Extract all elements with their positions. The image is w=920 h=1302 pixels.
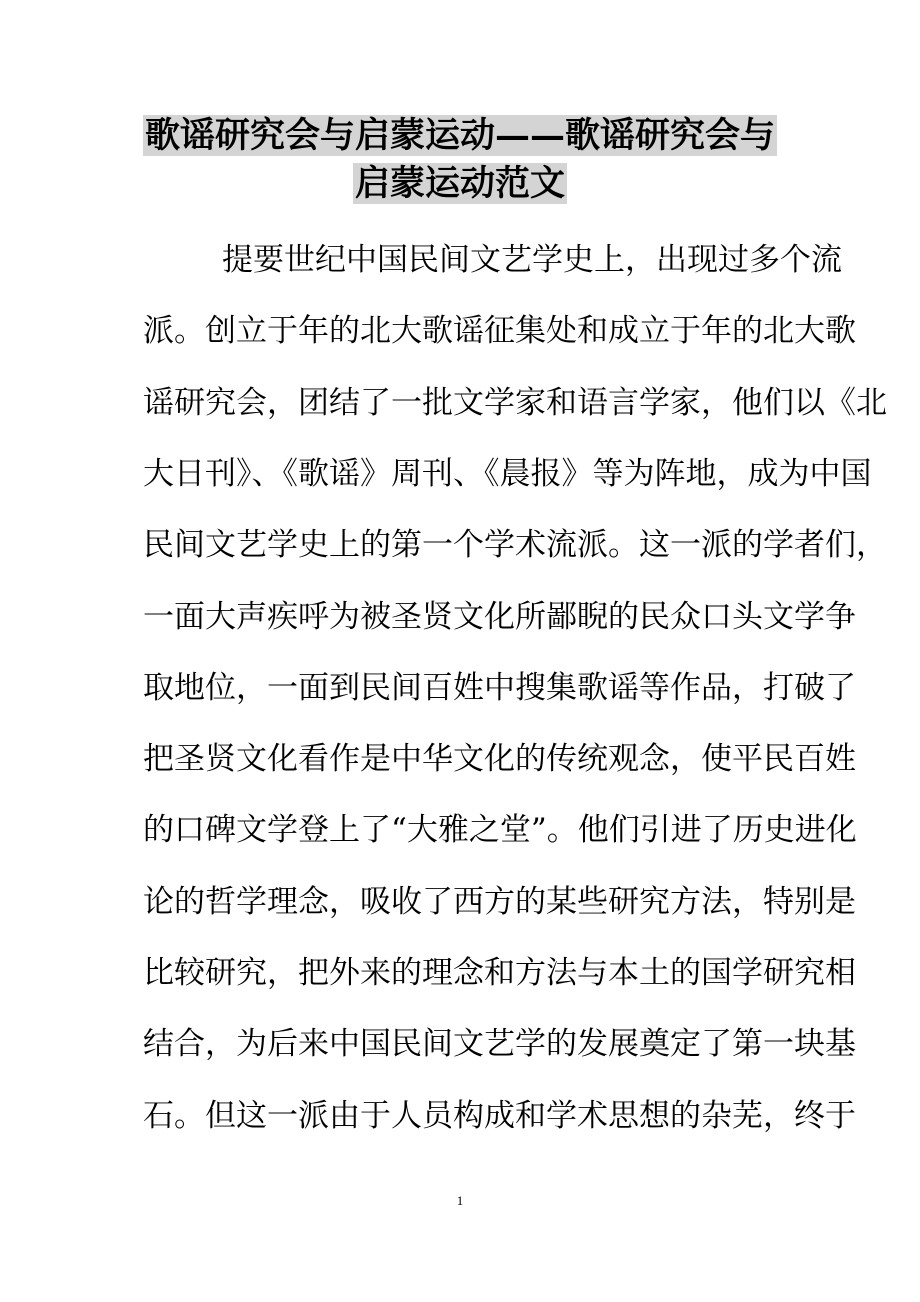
title-text: 启蒙运动范文 <box>354 163 565 204</box>
paragraph-line: 结合，为后来中国民间文艺学的发展奠定了第一块基 <box>143 1026 856 1063</box>
paragraph-line: 石。但这一派由于人员构成和学术思想的杂芜，终于 <box>143 1097 856 1134</box>
paragraph-line: 论的哲学理念，吸收了西方的某些研究方法，特别是 <box>143 883 856 920</box>
paragraph-line: 谣研究会，团结了一批文学家和语言学家，他们以《北 <box>143 384 887 421</box>
document-title-line-1 <box>0 113 920 159</box>
paragraph-line: 一面大声疾呼为被圣贤文化所鄙睨的民众口头文学争 <box>143 598 856 635</box>
paragraph-line: 民间文艺学史上的第一个学术流派。这一派的学者们， <box>143 527 887 564</box>
paragraph-line: 大日刊》、《歌谣》周刊、《晨报》等为阵地，成为中国 <box>143 455 872 492</box>
paragraph-line: 的口碑文学登上了“大雅之堂”。他们引进了历史进化 <box>143 812 857 849</box>
paragraph-line: 比较研究，把外来的理念和方法与本土的国学研究相 <box>143 955 856 991</box>
document-title-line-2 <box>0 161 920 207</box>
title-text: 歌谣研究会与启蒙运动——歌谣研究会与 <box>144 115 775 156</box>
paragraph-line: 派。创立于年的北大歌谣征集处和成立于年的北大歌 <box>143 313 856 350</box>
page-number: 1 <box>456 1193 464 1208</box>
paragraph-line: 取地位，一面到民间百姓中搜集歌谣等作品，打破了 <box>143 669 856 706</box>
paragraph-line: 提要世纪中国民间文艺学史上，出现过多个流 <box>222 242 842 278</box>
paragraph-line: 把圣贤文化看作是中华文化的传统观念，使平民百姓 <box>143 741 856 778</box>
